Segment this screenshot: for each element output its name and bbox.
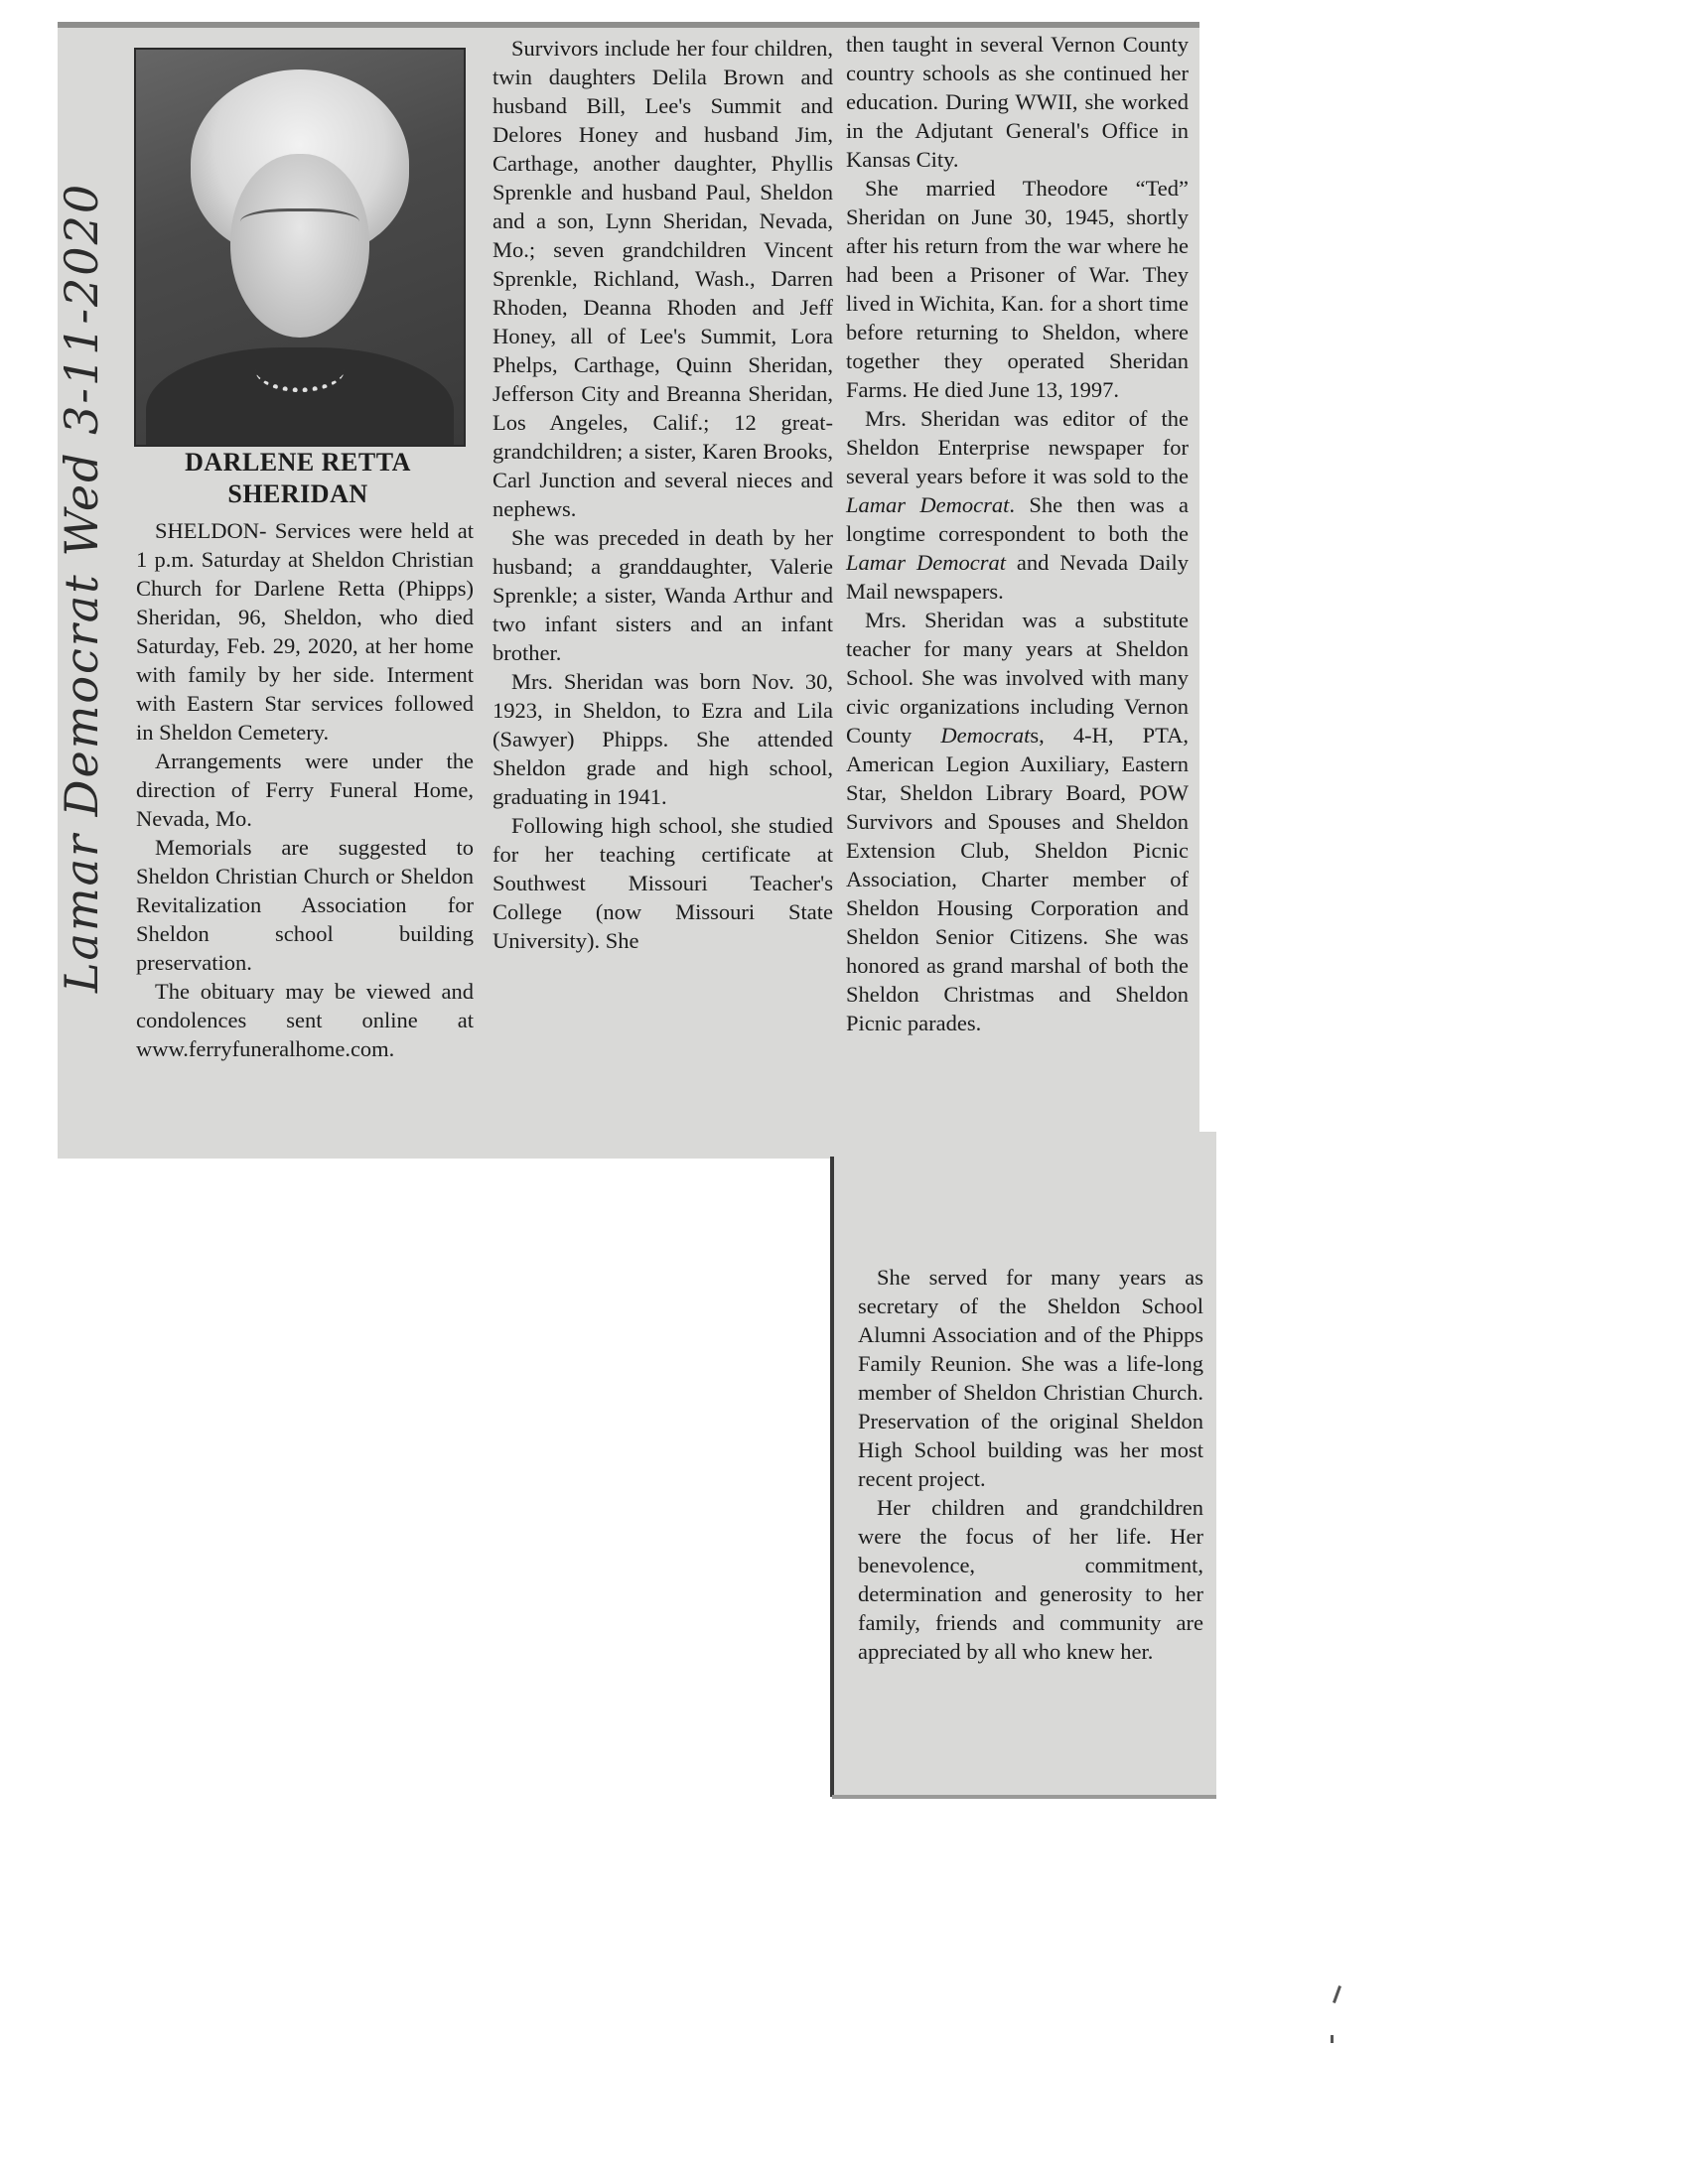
clipping-bottom-edge <box>832 1795 1216 1799</box>
handwritten-annotation: Lamar Democrat Wed 3-11-2020 <box>55 182 108 993</box>
paragraph: Survivors include her four children, twin daughters Delila Brown and husband Bill, Lee's Summit and Delores Honey and husband Jim, Carthage, another daughter, Phyllis Sprenkle and husband Paul, Sheldon and a son, Lynn Sheridan, Nevada, Mo.; seven grandchildren Vincent Sprenkle, Richland, Wash., Darren Rhoden, Deanna Rhoden and Jeff Honey, all of Lee's Summit, Lora Phelps, Carthage, Quinn Sheridan, Jefferson City and Breanna Sheridan, Los Angeles, Calif.; 12 great-grandchildren; a sister, Karen Brooks, Carl Junction and several nieces and nephews. <box>492 36 833 521</box>
paragraph: then taught in several Vernon County country schools as she continued her education. During WWII, she worked in the Adjutant General's Office in Kansas City. <box>846 32 1189 172</box>
paragraph: The obituary may be viewed and condolences sent online at www.ferryfuneralhome.com. <box>136 979 474 1061</box>
paragraph: Her children and grandchildren were the focus of her life. Her benevolence, commitment, determination and generosity to her family, friends and community are appreciated by all who knew her. <box>858 1495 1203 1664</box>
paragraph: Mrs. Sheridan was a substitute teacher for many years at Sheldon School. She was involved with many civic organizations including Vernon County Democrats, 4-H, PTA, American Legion Auxiliary, Eastern Star, Sheldon Library Board, POW Survivors and Spouses and Sheldon Extension Club, Sheldon Picnic Association, Charter member of Sheldon Housing Corporation and Sheldon Senior Citizens. She was honored as grand marshal of both the Sheldon Christmas and Sheldon Picnic parades. <box>846 608 1189 1035</box>
paragraph: Mrs. Sheridan was editor of the Sheldon Enterprise newspaper for several years before it was sold to the Lamar Democrat. She then was a longtime correspondent to both the Lamar Democrat and Nevada Daily Mail newspapers. <box>846 406 1190 604</box>
paragraph: She served for many years as secretary of the Sheldon School Alumni Association and of the Phipps Family Reunion. She was a life-long member of Sheldon Christian Church. Preservation of the original Sheldon High School building was her most recent project. <box>858 1265 1203 1491</box>
paragraph: Mrs. Sheridan was born Nov. 30, 1923, in Sheldon, to Ezra and Lila (Sawyer) Phipps. She attended Sheldon grade and high school, graduating in 1941. <box>492 669 833 809</box>
column-3 <box>846 30 1189 1037</box>
column-3-continued <box>858 1263 1203 1666</box>
paragraph: She married Theodore “Ted” Sheridan on June 30, 1945, shortly after his return from the war where he had been a Prisoner of War. They lived in Wichita, Kan. for a short time before returning to Sheldon, where together they operated Sheridan Farms. He died June 13, 1997. <box>846 176 1189 402</box>
paragraph: She was preceded in death by her husband; a granddaughter, Valerie Sprenkle; a sister, Wanda Arthur and two infant sisters and an infant brother. <box>492 525 833 665</box>
obituary-headline: DARLENE RETTA SHERIDAN <box>185 448 411 508</box>
paragraph: SHELDON- Services were held at 1 p.m. Saturday at Sheldon Christian Church for Darlene Retta (Phipps) Sheridan, 96, Sheldon, who died Saturday, Feb. 29, 2020, at her home with family by her side. Interment with Eastern Star services followed in Sheldon Cemetery. <box>136 518 474 745</box>
clipping-top-edge <box>58 22 1199 28</box>
scan-mark <box>1333 1985 1341 2003</box>
clipping-cut-edge <box>830 1157 834 1797</box>
scan-mark <box>1331 2035 1334 2043</box>
paragraph: Arrangements were under the direction of Ferry Funeral Home, Nevada, Mo. <box>136 749 474 831</box>
column-2 <box>492 34 833 955</box>
paragraph: Memorials are suggested to Sheldon Christian Church or Sheldon Revitalization Association for Sheldon school building preservation. <box>136 835 474 975</box>
column-1 <box>136 516 474 1063</box>
portrait-photo <box>134 48 466 447</box>
paragraph: Following high school, she studied for her teaching certificate at Southwest Missouri Teacher's College (now Missouri State University). She <box>492 813 833 953</box>
